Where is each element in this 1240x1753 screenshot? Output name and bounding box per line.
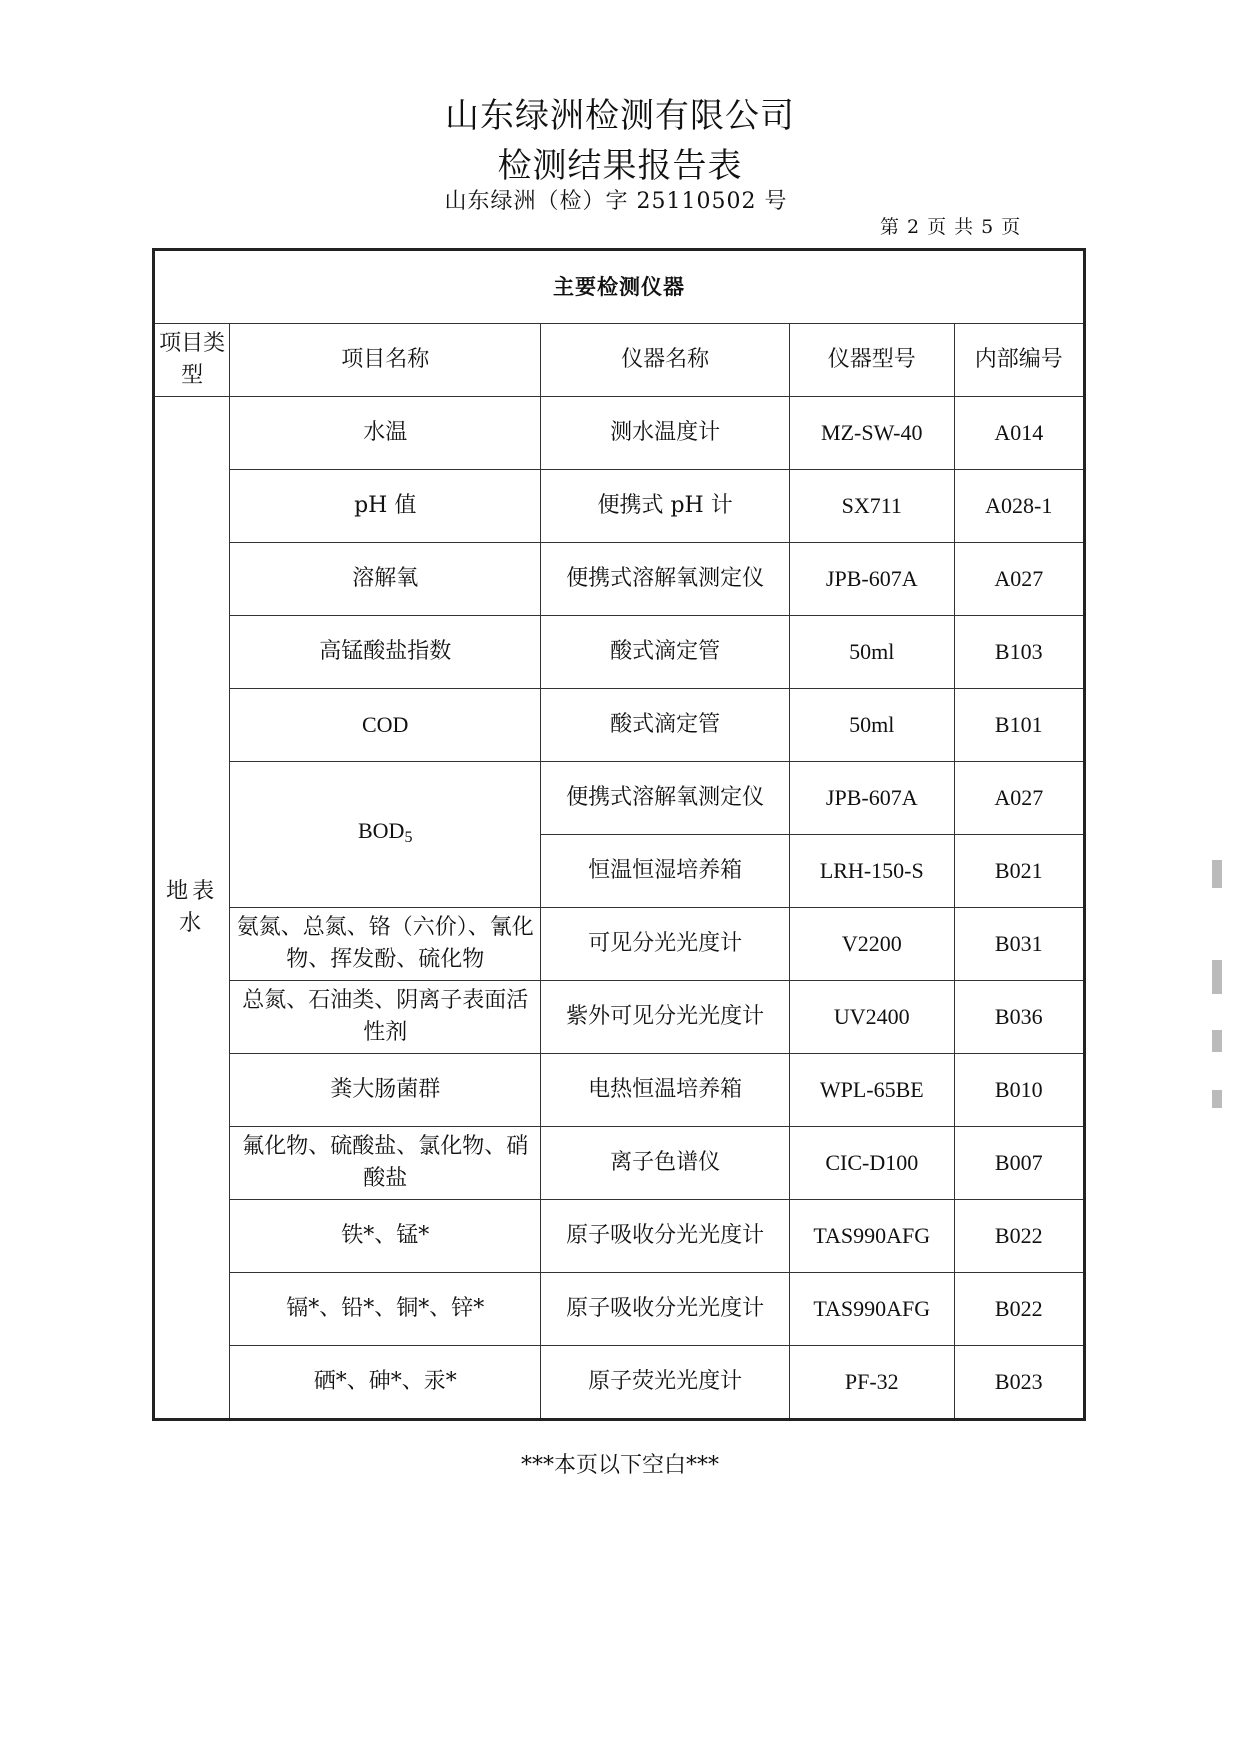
model-cell: JPB-607A	[790, 762, 955, 835]
scan-artifact	[1212, 960, 1222, 994]
code-cell: B007	[954, 1127, 1084, 1200]
col-header-model: 仪器型号	[790, 324, 955, 397]
page-total: 5	[981, 216, 996, 238]
model-cell: 50ml	[790, 689, 955, 762]
code-cell: B031	[954, 908, 1084, 981]
model-cell: PF-32	[790, 1346, 955, 1420]
scan-artifact	[1212, 1090, 1222, 1108]
code-cell: B103	[954, 616, 1084, 689]
model-cell: LRH-150-S	[790, 835, 955, 908]
item-bod-subscript: 5	[404, 829, 413, 846]
report-number: 山东绿洲（检）字 25110502 号	[444, 189, 788, 214]
instrument-cell: 便携式 pH 计	[541, 470, 790, 543]
instrument-cell: 酸式滴定管	[541, 689, 790, 762]
instrument-cell: 恒温恒湿培养箱	[541, 835, 790, 908]
code-cell: A027	[954, 543, 1084, 616]
page-label-prefix: 第	[880, 216, 902, 238]
model-cell: WPL-65BE	[790, 1054, 955, 1127]
item-cell: 铁*、锰*	[230, 1200, 541, 1273]
item-cell: pH 值	[230, 470, 541, 543]
instrument-cell: 便携式溶解氧测定仪	[541, 543, 790, 616]
item-cell: 粪大肠菌群	[230, 1054, 541, 1127]
item-cell: 镉*、铅*、铜*、锌*	[230, 1273, 541, 1346]
instrument-cell: 测水温度计	[541, 397, 790, 470]
code-cell: B023	[954, 1346, 1084, 1420]
report-title: 检测结果报告表	[497, 146, 743, 186]
instrument-cell: 酸式滴定管	[541, 616, 790, 689]
col-header-item: 项目名称	[230, 324, 541, 397]
item-cell: COD	[230, 689, 541, 762]
model-cell: JPB-607A	[790, 543, 955, 616]
item-cell: 水温	[230, 397, 541, 470]
item-cell: 氟化物、硫酸盐、氯化物、硝酸盐	[230, 1127, 541, 1200]
model-cell: SX711	[790, 470, 955, 543]
table-row	[154, 397, 1085, 470]
instrument-cell: 紫外可见分光光度计	[541, 981, 790, 1054]
item-cell: 高锰酸盐指数	[230, 616, 541, 689]
model-cell: MZ-SW-40	[790, 397, 955, 470]
company-name: 山东绿洲检测有限公司	[445, 96, 795, 136]
table-row	[154, 1054, 1085, 1127]
table-row	[154, 543, 1085, 616]
col-header-category: 项目类型	[154, 324, 230, 397]
code-cell: B022	[954, 1273, 1084, 1346]
code-cell: B022	[954, 1200, 1084, 1273]
table-row	[154, 908, 1085, 981]
table-row	[154, 1200, 1085, 1273]
model-cell: TAS990AFG	[790, 1200, 955, 1273]
model-cell: 50ml	[790, 616, 955, 689]
item-cell: 氨氮、总氮、铬（六价）、氰化物、挥发酚、硫化物	[230, 908, 541, 981]
code-cell: B101	[954, 689, 1084, 762]
col-header-instrument: 仪器名称	[541, 324, 790, 397]
table-row	[154, 1346, 1085, 1420]
code-cell: B021	[954, 835, 1084, 908]
code-cell: B036	[954, 981, 1084, 1054]
table-heading: 主要检测仪器	[154, 250, 1085, 324]
table-row	[154, 470, 1085, 543]
instrument-cell: 原子吸收分光光度计	[541, 1200, 790, 1273]
instrument-cell: 电热恒温培养箱	[541, 1054, 790, 1127]
page-current: 2	[907, 216, 922, 238]
table-row	[154, 1273, 1085, 1346]
table-row	[154, 689, 1085, 762]
code-cell: B010	[954, 1054, 1084, 1127]
table-row	[154, 762, 1085, 835]
item-cell: 总氮、石油类、阴离子表面活性剂	[230, 981, 541, 1054]
table-row	[154, 1127, 1085, 1200]
model-cell: TAS990AFG	[790, 1273, 955, 1346]
blank-below-note: ***本页以下空白***	[520, 1453, 719, 1478]
page-label-suffix: 页	[1001, 216, 1023, 238]
scan-artifact	[1212, 860, 1222, 888]
instrument-table	[152, 248, 1086, 1421]
instrument-cell: 原子荧光光度计	[541, 1346, 790, 1420]
col-header-code: 内部编号	[954, 324, 1084, 397]
item-cell-bod5	[230, 762, 541, 908]
instrument-cell: 便携式溶解氧测定仪	[541, 762, 790, 835]
code-cell: A028-1	[954, 470, 1084, 543]
table-row	[154, 616, 1085, 689]
item-cell: 溶解氧	[230, 543, 541, 616]
instrument-cell: 原子吸收分光光度计	[541, 1273, 790, 1346]
table-row	[154, 981, 1085, 1054]
page-indicator	[880, 212, 1028, 239]
column-header-row	[154, 324, 1085, 397]
category-cell: 地表水	[154, 397, 230, 1420]
model-cell: CIC-D100	[790, 1127, 955, 1200]
code-cell: A014	[954, 397, 1084, 470]
instrument-cell: 可见分光光度计	[541, 908, 790, 981]
instrument-cell: 离子色谱仪	[541, 1127, 790, 1200]
code-cell: A027	[954, 762, 1084, 835]
page-label-mid: 页	[927, 216, 949, 238]
page-total-prefix: 共	[954, 216, 976, 238]
model-cell: UV2400	[790, 981, 955, 1054]
scan-artifact	[1212, 1030, 1222, 1052]
model-cell: V2200	[790, 908, 955, 981]
item-cell: 硒*、砷*、汞*	[230, 1346, 541, 1420]
item-bod-text: BOD	[358, 818, 405, 843]
